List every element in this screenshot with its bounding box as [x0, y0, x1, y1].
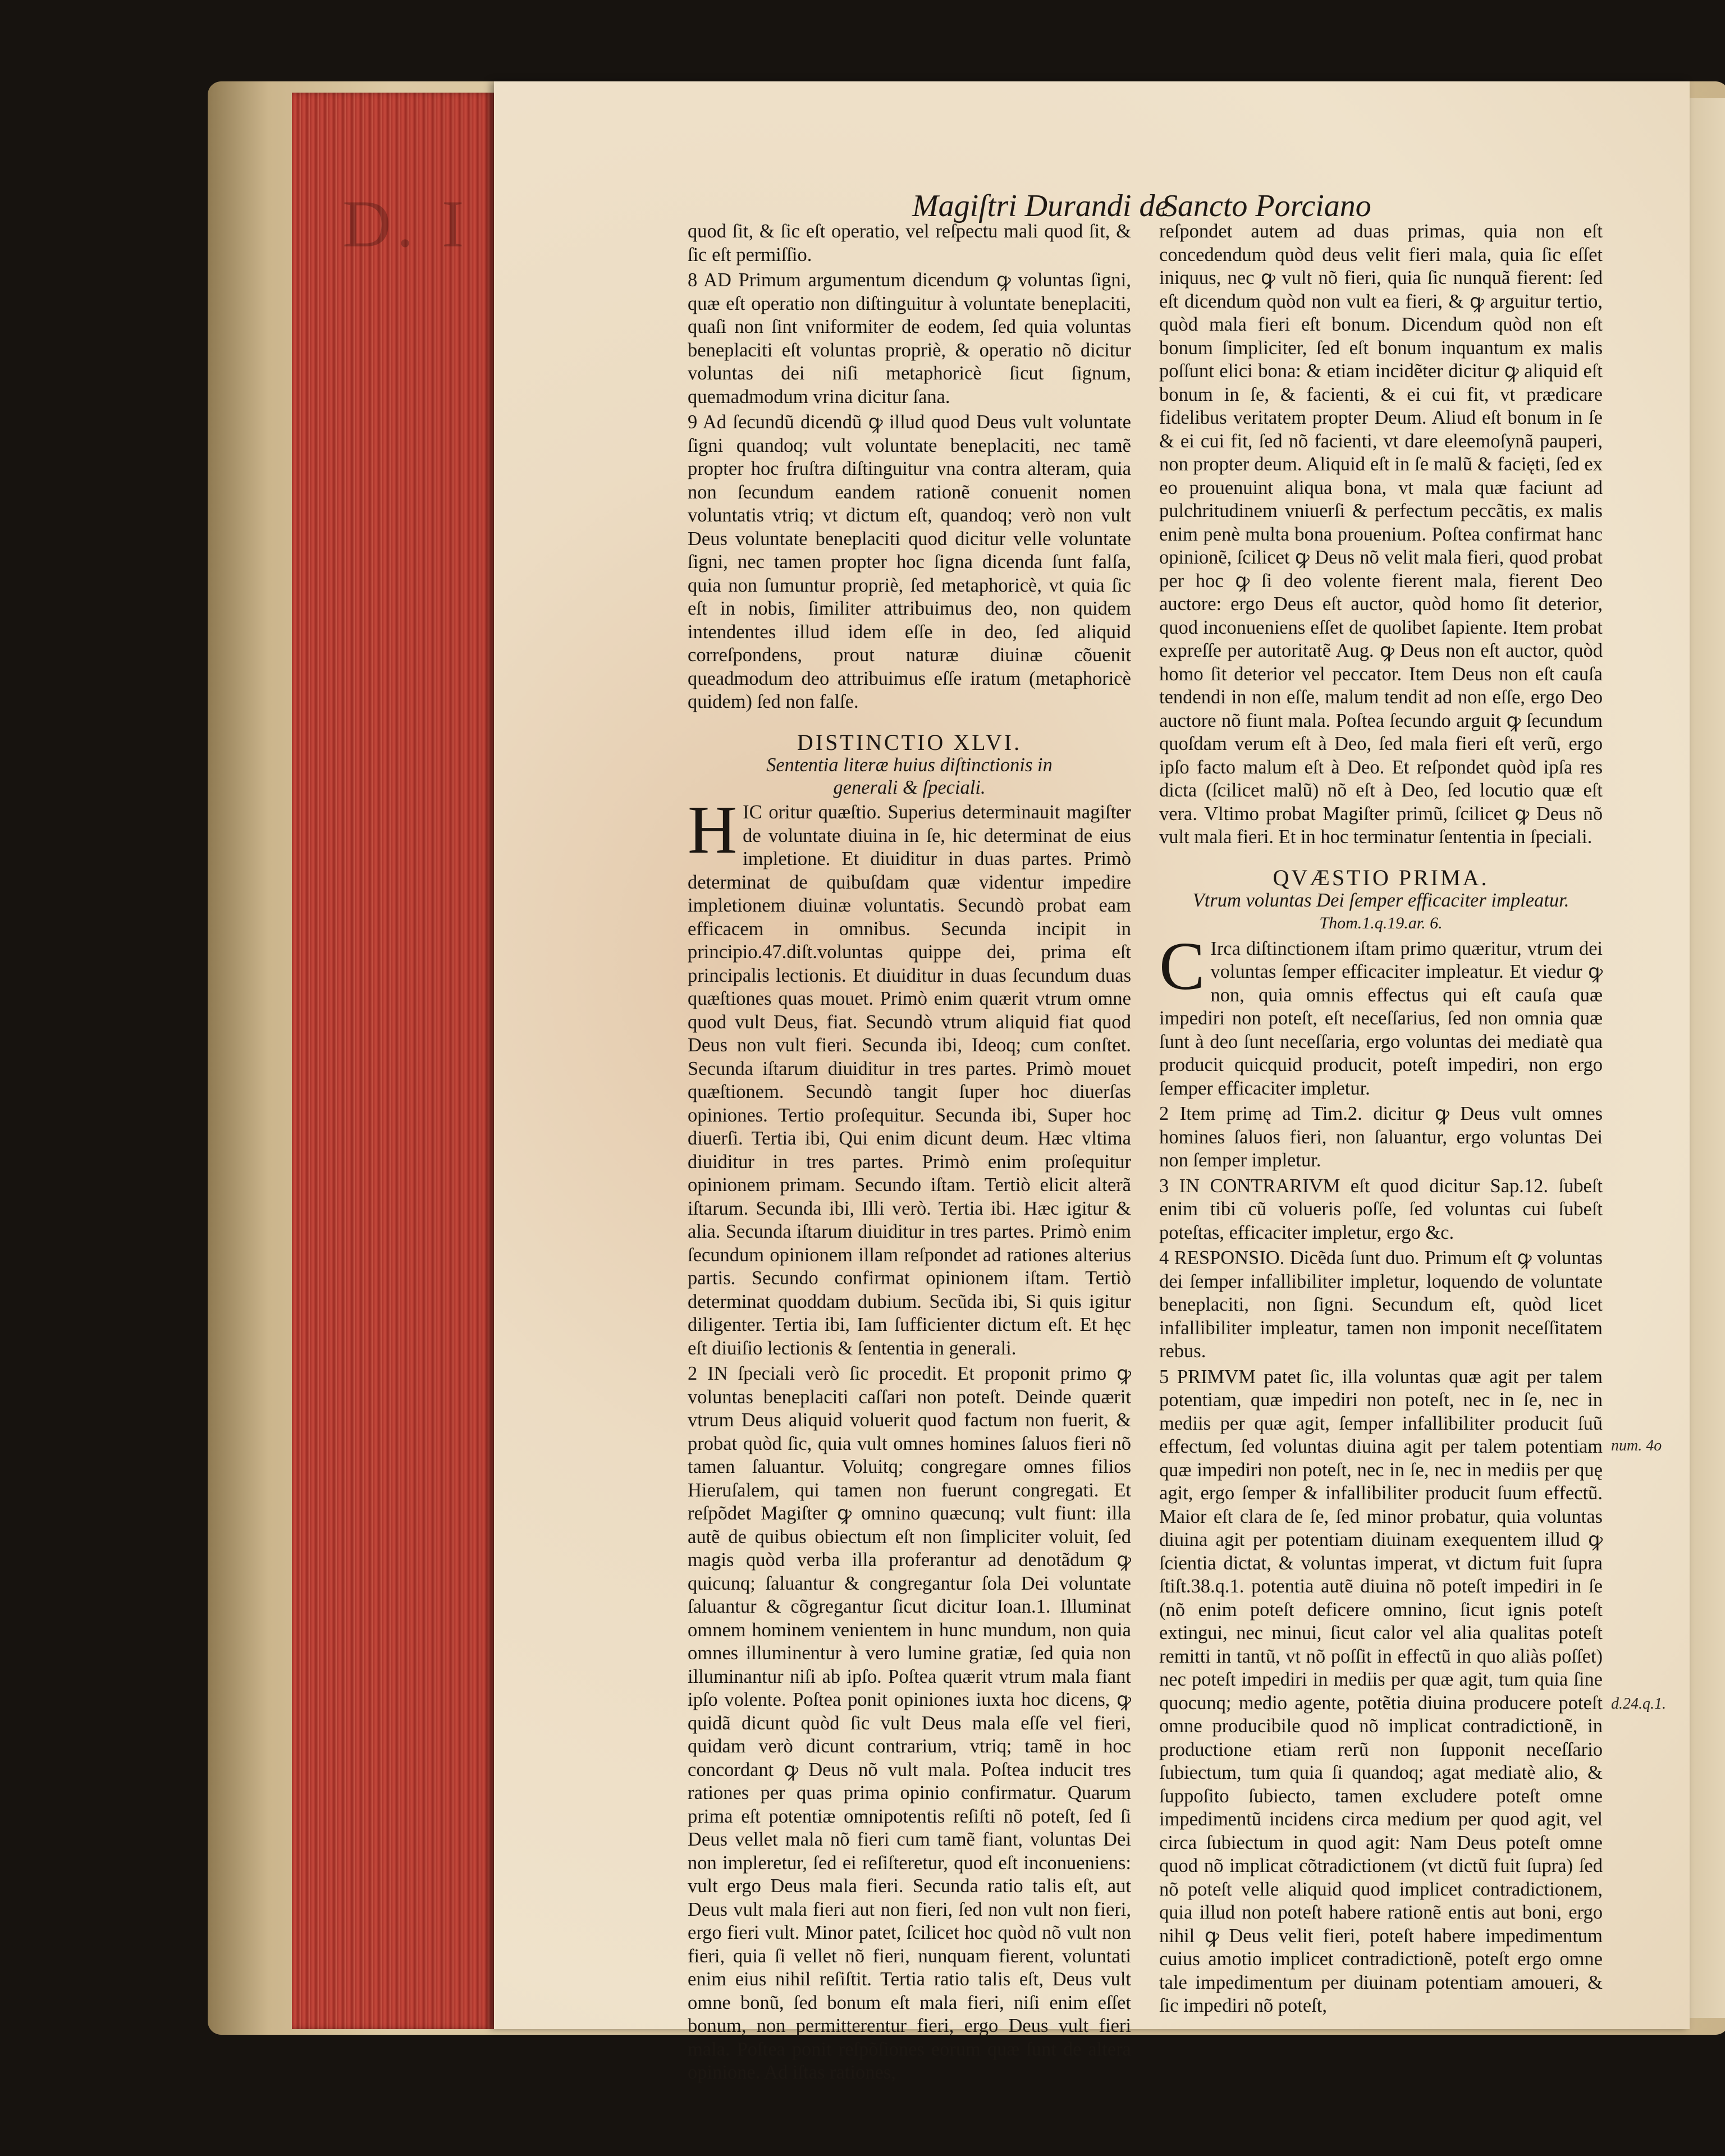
paragraph: reſpondet autem ad duas primas, quia non eſt concedendum quòd deus velit fieri mala, quia ſic eſſet iniquus, nec ꝙ vult nõ fieri, quia ſic nunquã fierent: ſed eſt dicendum quòd non vult ea fieri, & ꝙ arguitur tertio, quòd mala fieri eſt bonum. Dicendum quòd non eſt bonum ſimpliciter, ſed eſt bonum inquantum ex malis poſſunt elici bona: & etiam incidẽter dicitur ꝙ aliquid eſt bonum in ſe, & facienti, & ei cui fit, vt prædicare fidelibus veritatem propter Deum. Aliud eſt bonum in ſe & ei cui fit, ſed nõ facienti, vt dare eleemoſynã pauperi, non propter deum. Aliquid eſt in ſe malũ & facięti, ſed ex eo prouenuint aliqua bona, vt mala quæ faciunt ad pulchritudinem vniuerſi & perfectum peccãtis, ex malis enim penè multa bona prouenium. Poſtea confirmat hanc opinionẽ, ſcilicet ꝙ Deus nõ velit mala fieri, quod probat per hoc ꝙ ſi deo volente fierent mala, fierent Deo auctore: ergo Deus eſt auctor, quòd homo ſit deterior, quod inconueniens eſſet de quolibet ſapiente. Item probat expreſſe per autoritatẽ Aug. ꝙ Deus non eſt auctor, quòd homo ſit deterior vel peccator. Item Deus non eſt cauſa tendendi in non eſſe, malum tendit ad non eſſe, ergo Deo auctore nõ fiunt mala. Poſtea ſecundo arguit ꝙ ſecundum quoſdam verum eſt à Deo, ſed mala fieri eſt verũ, ergo ipſo facto malum eſt à Deo. Et reſpondet quòd ipſa res dicta (ſcilicet malũ) nõ eſt à Deo, ſed locutio quæ eſt vera. Vltimo probat Magiſter primũ, ſcilicet ꝙ Deus nõ vult mala fieri. Et in hoc terminatur ſententia in ſpeciali.: [1159, 221, 1603, 848]
running-header-left: Magiſtri Durandi de: [912, 189, 1169, 223]
paragraph: 9 Ad ſecundũ dicendũ ꝙ illud quod Deus vult voluntate ſigni quandoq; vult voluntate beneplaciti, nec tamẽ propter hoc fruſtra diſtinguitur vna contra alteram, quia non ſecundum eandem rationẽ conuenit nomen voluntatis vtriq; vt dictum eſt, quandoq; verò non vult Deus voluntate beneplaciti quod dicitur velle voluntate ſigni, nec tamen propter hoc ſigna dicenda ſunt falſa, quia non ſumuntur propriè, ſed metaphoricè, vt quia ſic eſt in nobis, ſimiliter attribuimus deo, non quidem intendentes illud idem eſſe in deo, ſed aliquid correſpondens, prout naturæ diuinæ cõuenit queadmodum deo attribuimus eſſe iratum (metaphoricè quidem) ſed non falſe.: [688, 411, 1131, 712]
edge-inscription: D. I: [342, 186, 470, 261]
distinction-subtitle: Sententia literæ huius diſtinctionis in: [766, 754, 1053, 776]
paragraph: 2 Item primę ad Tim.2. dicitur ꝙ Deus vult omnes homines ſaluos fieri, non ſaluantur, ergo voluntas Dei non ſemper impletur.: [1159, 1103, 1603, 1171]
drop-cap: H: [688, 792, 738, 868]
left-column: [688, 220, 1131, 2087]
margin-note: num. 4o: [1611, 1437, 1662, 1454]
question-subtitle: Vtrum voluntas Dei ſemper efficaciter impleatur.: [1192, 890, 1570, 911]
paragraph: quod ſit, & ſic eſt operatio, vel reſpectu mali quod ſit, & ſic eſt permiſſio.: [688, 221, 1131, 266]
paragraph-text: Irca diſtinctionem iſtam primo quæritur, vtrum dei voluntas ſemper efficaciter impleatur. Et viedur ꝙ non, quia omnis effectus qui eſt cauſa quæ impediri non poteſt, eſt neceſſarius, ſed non omnia quæ ſunt à deo ſunt neceſſaria, ergo voluntas dei mediatè qua producit quicquid producit, poteſt impediri, non ergo ſemper efficaciter impletur.: [1159, 937, 1603, 1099]
right-column: [1159, 220, 1603, 2020]
distinction-heading: [688, 731, 1131, 799]
paragraph: 2 IN ſpeciali verò ſic procedit. Et proponit primo ꝙ voluntas beneplaciti caſſari non poteſt. Deinde quærit vtrum Deus aliquid voluerit quod factum non fuerit, & probat quòd ſic, quia vult omnes homines ſaluos fieri nõ tamen ſaluantur. Voluitq; congregare omnes filios Hieruſalem, qui tamen non fuerunt congregati. Et reſpõdet Magiſter ꝙ omnino quæcunq; vult fiunt: illa autẽ de quibus obiectum eſt non ſimpliciter voluit, ſed magis quòd verba illa proferantur ad denotãdum ꝙ quicunq; ſaluantur & congregantur ſola Dei voluntate ſaluantur & cõgregantur ſicut dicitur Ioan.1. Illuminat omnem hominem venientem in hunc mundum, non quia omnes illuminentur à vero lumine gratiæ, ſed quia non illuminantur niſi ab ipſo. Poſtea quærit vtrum mala fiant ipſo volente. Poſtea ponit opiniones iuxta hoc dicens, ꝙ quidã dicunt quòd ſic vult Deus mala eſſe vel fieri, quidam verò dicunt contrarium, vtriq; tamẽ in hoc concordant ꝙ Deus nõ vult mala. Poſtea inducit tres rationes per quas prima opinio confirmatur. Quarum prima eſt potentiæ omnipotentis reſiſti nõ poteſt, ſed ſi Deus vellet mala nõ fieri cum tamẽ fiant, voluntas Dei non impleretur, ſed ei reſiſteretur, quod eſt inconueniens: vult ergo Deus mala fieri. Secunda ratio talis eſt, aut Deus vult mala fieri aut non fieri, ſed non vult non fieri, ergo fieri vult. Minor patet, ſcilicet hoc quòd nõ vult non fieri, quia ſi vellet nõ fieri, nunquam fierent, voluntati enim eius nihil reſiſtit. Tertia ratio talis eſt, Deus vult omne bonũ, ſed bonum eſt mala fieri, niſi enim eſſet bonum, non permitterentur fieri, ergo Deus vult fieri mala. Poſtea ponit reſpõſiones eorum quæ ſunt de altera opinione. Ad iſtas rationes,: [688, 1363, 1131, 2083]
paragraph: 3 IN CONTRARIVM eſt quod dicitur Sap.12. ſubeſt enim tibi cũ volueris poſſe, ſed voluntas cui ſubeſt poteſtas, efficaciter impletur, ergo &c.: [1159, 1175, 1603, 1243]
paragraph: 4 RESPONSIO. Dicẽda ſunt duo. Primum eſt ꝙ voluntas dei ſemper infallibiliter impletur, loquendo de voluntate beneplaciti, non ſigni. Secundum eſt, quòd licet infallibiliter impleatur, tamen non imponit neceſſitatem rebus.: [1159, 1247, 1603, 1362]
paragraph: [1159, 928, 1603, 1101]
paragraph: 8 AD Primum argumentum dicendum ꝙ voluntas ſigni, quæ eſt operatio non diſtinguitur à voluntate beneplaciti, quaſi non ſint vniformiter de eodem, ſed quia voluntas beneplaciti eſt voluntas propriè, & operatio nõ dicitur voluntas dei niſi metaphoricè ſicut ſignum, quemadmodum vrina dicitur ſana.: [688, 269, 1131, 408]
drop-cap: C: [1159, 928, 1205, 1004]
paragraph-text: IC oritur quæſtio. Superius determinauit magiſter de voluntate diuina in ſe, hic determinat de eius impletione. Et diuiditur in duas partes. Primò determinat de quibuſdam quæ videntur impedire impletionem diuinæ voluntatis. Secundò probat eam efficacem in omnibus. Secunda incipit in principio.47.diſt.voluntas quippe dei, prima eſt principalis lectionis. Et diuiditur in duas ſecundum duas quæſtiones quas mouet. Primò enim quærit vtrum omne quod vult Deus, fiat. Secundò vtrum aliquid fiat quod Deus non vult fieri. Secunda ibi, Ideoq; cum conſtet. Secunda iſtarum diuiditur in tres partes. Primò mouet quæſtionem. Secundò tangit ſuper hoc diuerſas opiniones. Tertio proſequitur. Secunda ibi, Super hoc diuerſi. Tertia ibi, Qui enim dicunt deum. Hæc vltima diuiditur in tres partes. Primò enim proſequitur opinionem primam. Secundo iſtam. Tertiò elicit alterã iſtarum. Secunda ibi, Illi verò. Tertia ibi. Hæc igitur & alia. Secunda iſtarum diuiditur in tres partes. Primò enim ſecundum opinionem illam reſpondet ad rationes alterius partis. Secundo confirmat opinionem iſtam. Tertiò determinat quoddam dubium. Secũda ibi, Si quis igitur diligenter. Tertia ibi, Iam ſufficienter dictum eſt. Et hęc eſt diuiſio lectionis & ſententia in generali.: [688, 802, 1131, 1359]
distinction-title: DISTINCTIO XLVI.: [797, 729, 1022, 755]
question-title: QVÆSTIO PRIMA.: [1273, 864, 1489, 890]
distinction-subtitle: generali & ſpeciali.: [833, 777, 986, 798]
margin-note: d.24.q.1.: [1611, 1695, 1666, 1713]
question-reference: Thom.1.q.19.ar. 6.: [1319, 914, 1443, 932]
paragraph: [688, 792, 1131, 1360]
red-page-edges: [292, 93, 494, 2029]
question-heading: [1159, 866, 1603, 935]
paragraph: 5 PRIMVM patet ſic, illa voluntas quæ agit per talem potentiam, quæ impediri non poteſt, nec in ſe, nec in mediis per quæ agit, ſemper infallibiliter producit ſuũ effectum, ſed voluntas diuina agit per talem potentiam quæ impediri non poteſt, nec in ſe, nec in mediis per quę agit, ergo ſemper & infallibiliter producit ſuum effectũ. Maior eſt clara de ſe, ſed minor probatur, quia voluntas diuina agit per potentiam diuinam exequentem illud ꝙ ſcientia dictat, & voluntas imperat, vt dictum fuit ſupra ſtiſt.38.q.1. potentia autẽ diuina nõ poteſt impediri in ſe (nõ enim poteſt deficere omnino, ſicut ignis poteſt extingui, nec minui, ſicut calor vel alia qualitas poteſt remitti in tantũ, vt nõ poſſit in effectũ in quo aliàs poſſet) nec poteſt impediri in mediis per quæ agit, tum quia ſine quocunq; medio agente, potẽtia diuina producere poteſt omne producibile quod nõ implicat contradictionẽ, in productione etiam rerũ non ſupponit neceſſario ſubiectum, tum quia ſi quandoq; agat mediatè alio, & ſuppoſito ſubiecto, tamen excludere poteſt omne impedimentũ incidens circa medium per quod agit, vel circa ſubiectum in quod agit: Nam Deus poteſt omne quod nõ implicat cõtradictionem (vt dictũ fuit ſupra) ſed nõ poteſt velle aliquid quod implicet contradictionem, quia illud non poteſt habere rationẽ entis aut boni, ergo nihil ꝙ Deus velit fieri, poteſt habere impedimentum cuius amotio implicet contradictionẽ, poteſt ergo omne tale impedimentum per diuinam potentiam amoueri, & ſic impediri nõ poteſt,: [1159, 1366, 1603, 2016]
running-header-right: Sancto Porciano: [1162, 189, 1371, 223]
